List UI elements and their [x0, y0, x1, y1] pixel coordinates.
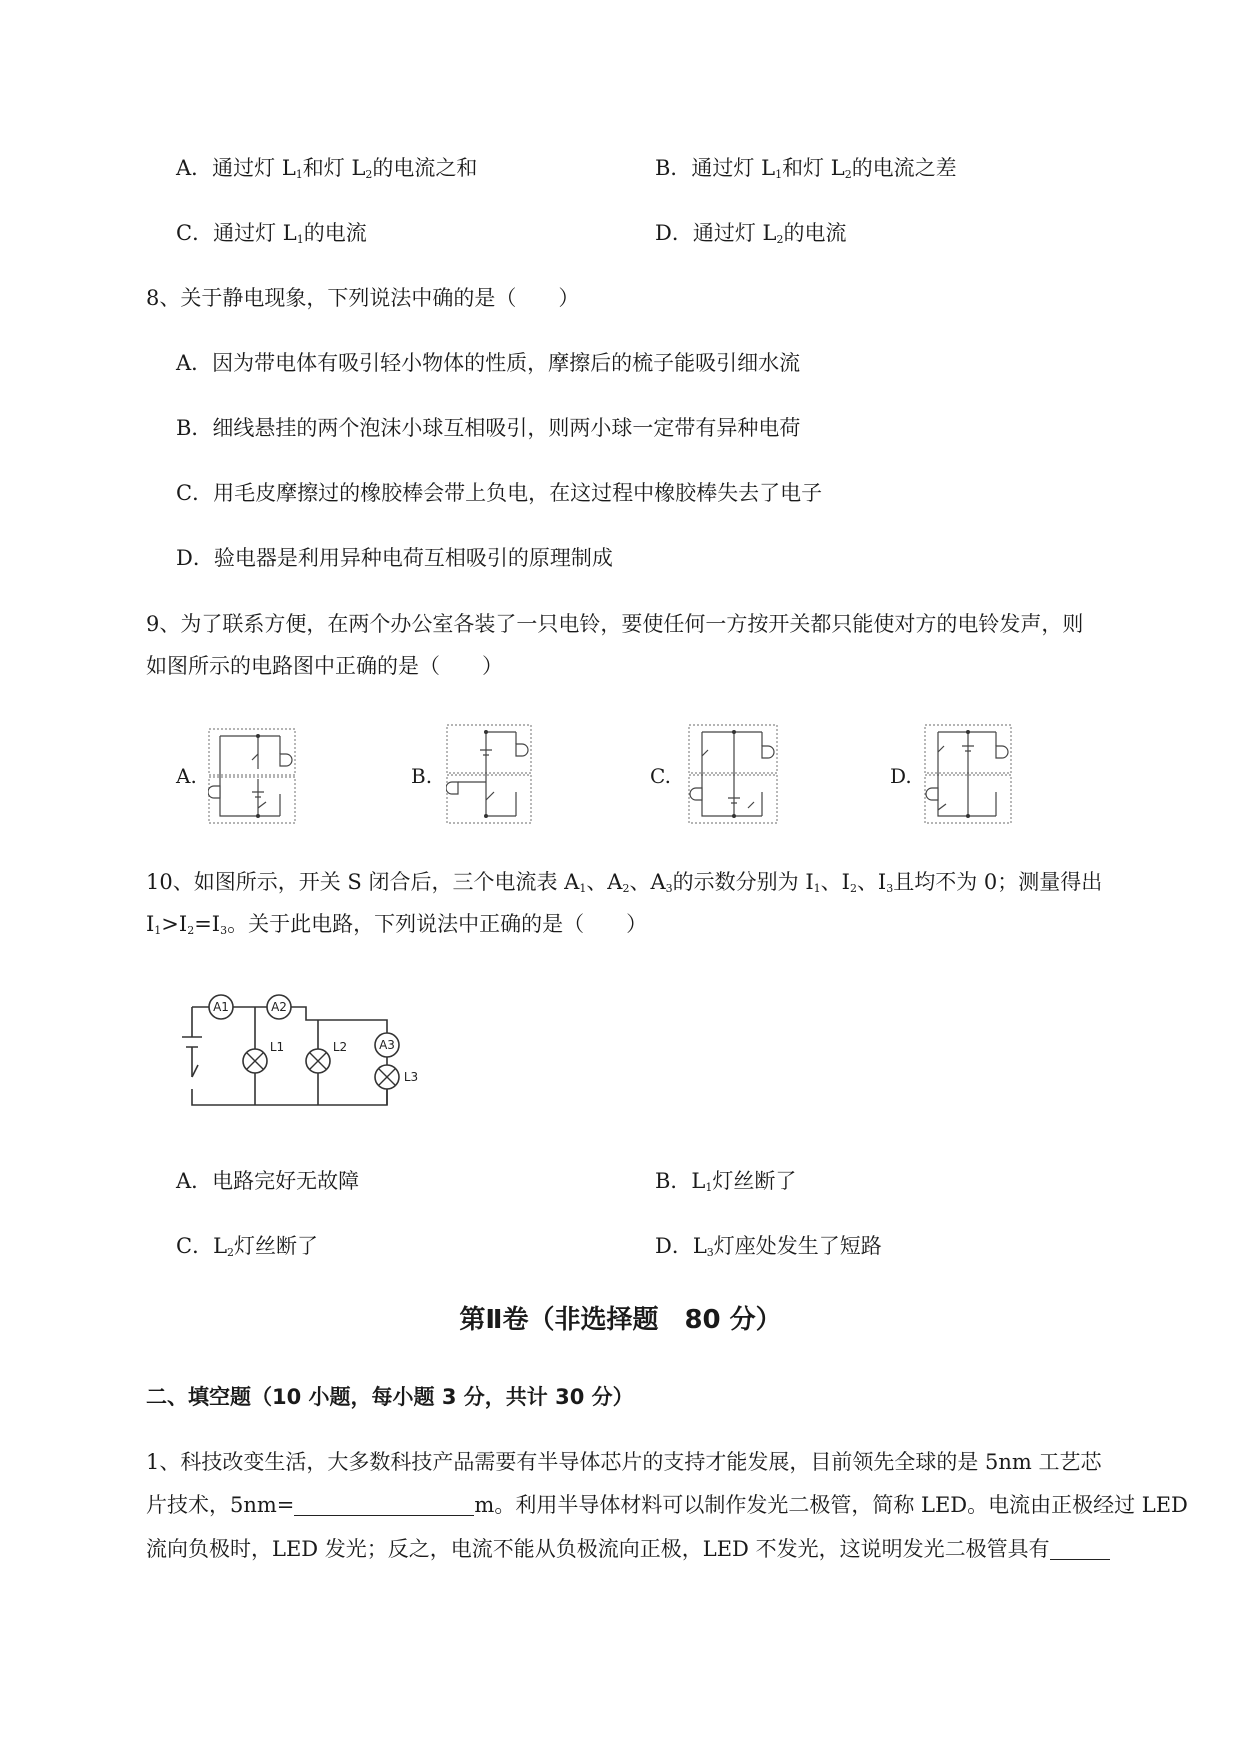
- q8-option-b: B．细线悬挂的两个泡沫小球互相吸引，则两小球一定带有异种电荷: [176, 416, 801, 440]
- lamp-l1-label: L1: [269, 1040, 285, 1054]
- q9-stem-line1: 9、为了联系方便，在两个办公室各装了一只电铃，要使任何一方按开关都只能使对方的电铃发声，则: [146, 612, 1084, 636]
- q9-label-b: B.: [411, 764, 433, 788]
- section-subtitle: 二、填空题（10 小题，每小题 3 分，共计 30 分）: [146, 1385, 634, 1409]
- q8-option-d: D．验电器是利用异种电荷互相吸引的原理制成: [176, 546, 613, 570]
- lamp-l3-label: L3: [403, 1070, 419, 1084]
- q8-option-a: A．因为带电体有吸引轻小物体的性质，摩擦后的梳子能吸引细水流: [176, 351, 801, 375]
- q10-stem-line2: $I_1>I_2=I_3$。关于此电路，下列说法中正确的是（ ）: [146, 912, 648, 937]
- fill1-blank-1[interactable]: [294, 1493, 474, 1516]
- q9-label-c: C.: [650, 764, 671, 788]
- q7-option-a: A．通过灯 $L_1$和灯 $L_2$的电流之和: [176, 156, 478, 181]
- q10-option-a: A．电路完好无故障: [176, 1169, 360, 1193]
- q9-label-d: D.: [890, 764, 912, 788]
- q7-option-c: C．通过灯 $L_1$的电流: [176, 221, 367, 246]
- lamp-l2-label: L2: [332, 1040, 348, 1054]
- ammeter-a2-label: A2: [271, 1000, 287, 1014]
- q9-label-a: A.: [176, 764, 197, 788]
- q9-circuit-a: [208, 724, 298, 826]
- ammeter-a1-label: A1: [213, 1000, 229, 1014]
- q10-circuit-diagram: [176, 985, 426, 1110]
- q9-circuit-c: [688, 722, 780, 826]
- fill1-line2: 片技术，5nm= m。利用半导体材料可以制作发光二极管，简称 LED。电流由正极经过 LED: [146, 1493, 1188, 1517]
- q9-stem-line2: 如图所示的电路图中正确的是（ ）: [146, 654, 503, 678]
- fill1-line3: 流向负极时，LED 发光；反之，电流不能从负极流向正极，LED 不发光，这说明发光二极管具有: [146, 1535, 1110, 1563]
- q8-stem: 8、关于静电现象，下列说法中确的是（ ）: [146, 286, 580, 310]
- section-title: 第Ⅱ卷（非选择题 80 分）: [459, 1305, 782, 1335]
- q9-circuit-d: [924, 722, 1014, 826]
- q10-option-d: D．$L_3$灯座处发生了短路: [655, 1234, 882, 1259]
- q7-option-b: B．通过灯 $L_1$和灯 $L_2$的电流之差: [655, 156, 957, 181]
- q7-option-d: D．通过灯 $L_2$的电流: [655, 221, 847, 246]
- q9-circuit-b: [446, 722, 534, 826]
- q10-option-b: B．$L_1$灯丝断了: [655, 1169, 797, 1194]
- fill1-blank-2[interactable]: [1050, 1537, 1110, 1560]
- fill1-line1: 1、科技改变生活，大多数科技产品需要有半导体芯片的支持才能发展，目前领先全球的是 5nm 工艺芯: [146, 1450, 1102, 1474]
- q10-stem-line1: 10、如图所示，开关 S 闭合后，三个电流表 $A_1$、$A_2$、$A_3$的示数分别为 $I_1$、$I_2$、$I_3$且均不为 0；测量得出: [146, 870, 1103, 895]
- q8-option-c: C．用毛皮摩擦过的橡胶棒会带上负电，在这过程中橡胶棒失去了电子: [176, 481, 823, 505]
- ammeter-a3-label: A3: [379, 1038, 395, 1052]
- q10-option-c: C．$L_2$灯丝断了: [176, 1234, 319, 1259]
